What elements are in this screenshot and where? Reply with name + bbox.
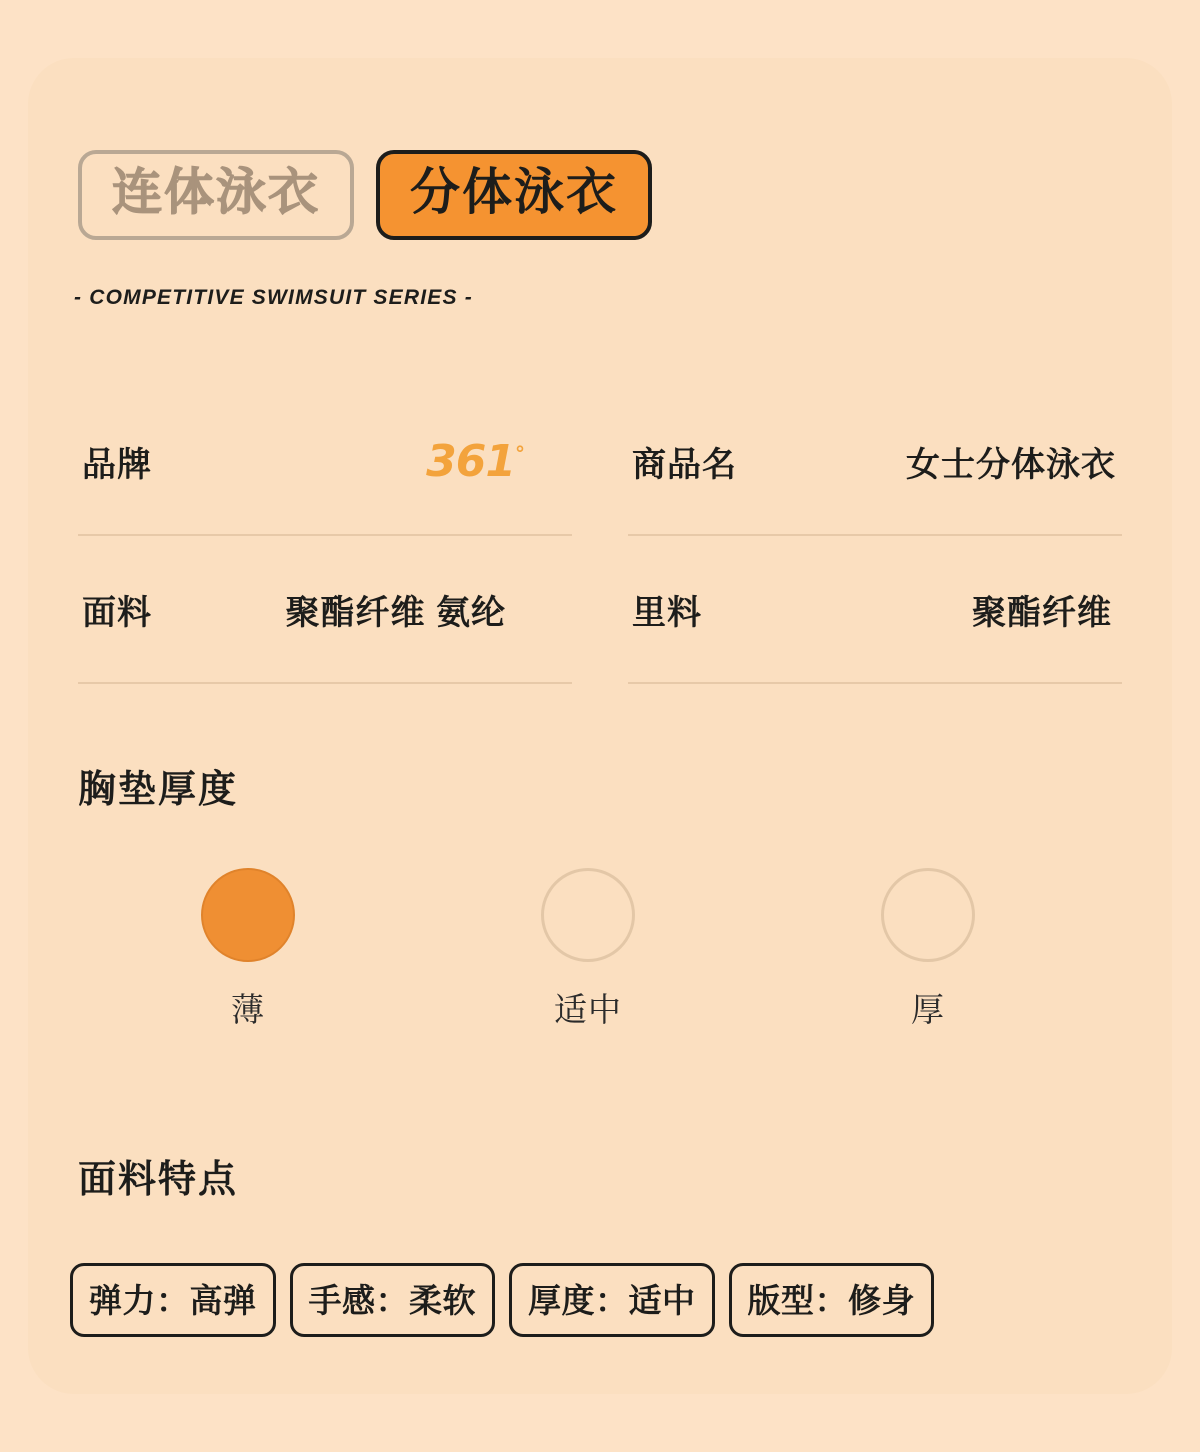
spec-value-fabric: 聚酯纤维 氨纶 (285, 593, 506, 632)
feature-chip-elasticity: 弹力：高弹 (70, 1263, 276, 1337)
brand-logo-degree: ° (515, 440, 524, 465)
spec-cell-fabric (78, 536, 572, 684)
pad-option-medium[interactable] (418, 868, 758, 1031)
pad-option-thin[interactable] (78, 868, 418, 1031)
spec-key-brand: 品牌 (82, 445, 152, 484)
pad-dot-unselected-icon[interactable] (881, 868, 975, 962)
pad-option-thick[interactable] (758, 868, 1098, 1031)
pad-dot-unselected-icon[interactable] (541, 868, 635, 962)
feature-chip-thickness: 厚度：适中 (509, 1263, 715, 1337)
fabric-feature-chips (70, 1263, 934, 1337)
pad-thickness-title: 胸垫厚度 (78, 769, 239, 811)
tab-onepiece-label: 连体泳衣 (112, 164, 320, 220)
spec-value-lining: 聚酯纤维 (972, 593, 1112, 632)
series-caption: - COMPETITIVE SWIMSUIT SERIES - (74, 286, 473, 309)
pad-option-thin-label: 薄 (231, 991, 265, 1028)
pad-dot-selected-icon[interactable] (201, 868, 295, 962)
spec-row (78, 388, 1122, 536)
tab-twopiece-swimsuit[interactable] (376, 150, 652, 240)
specification-table (78, 388, 1122, 684)
swimsuit-type-tabs (78, 150, 652, 240)
fabric-features-title: 面料特点 (78, 1159, 239, 1201)
spec-value-brand (426, 436, 524, 487)
tab-twopiece-label: 分体泳衣 (410, 164, 618, 220)
spec-key-product-name: 商品名 (632, 445, 737, 484)
brand-logo-text: 361 (426, 435, 515, 487)
pad-option-thick-label: 厚 (911, 991, 945, 1028)
brand-361-logo (426, 436, 524, 487)
spec-key-lining: 里料 (632, 593, 702, 632)
spec-cell-product-name (628, 388, 1122, 536)
feature-chip-handfeel: 手感：柔软 (290, 1263, 496, 1337)
spec-cell-brand (78, 388, 572, 536)
pad-thickness-options (78, 868, 1122, 1031)
spec-cell-lining (628, 536, 1122, 684)
pad-option-medium-label: 适中 (554, 991, 622, 1028)
spec-row (78, 536, 1122, 684)
feature-chip-fit: 版型：修身 (729, 1263, 935, 1337)
detail-card (28, 58, 1172, 1394)
tab-onepiece-swimsuit[interactable] (78, 150, 354, 240)
spec-value-product-name: 女士分体泳衣 (906, 445, 1116, 484)
spec-key-fabric: 面料 (82, 593, 152, 632)
